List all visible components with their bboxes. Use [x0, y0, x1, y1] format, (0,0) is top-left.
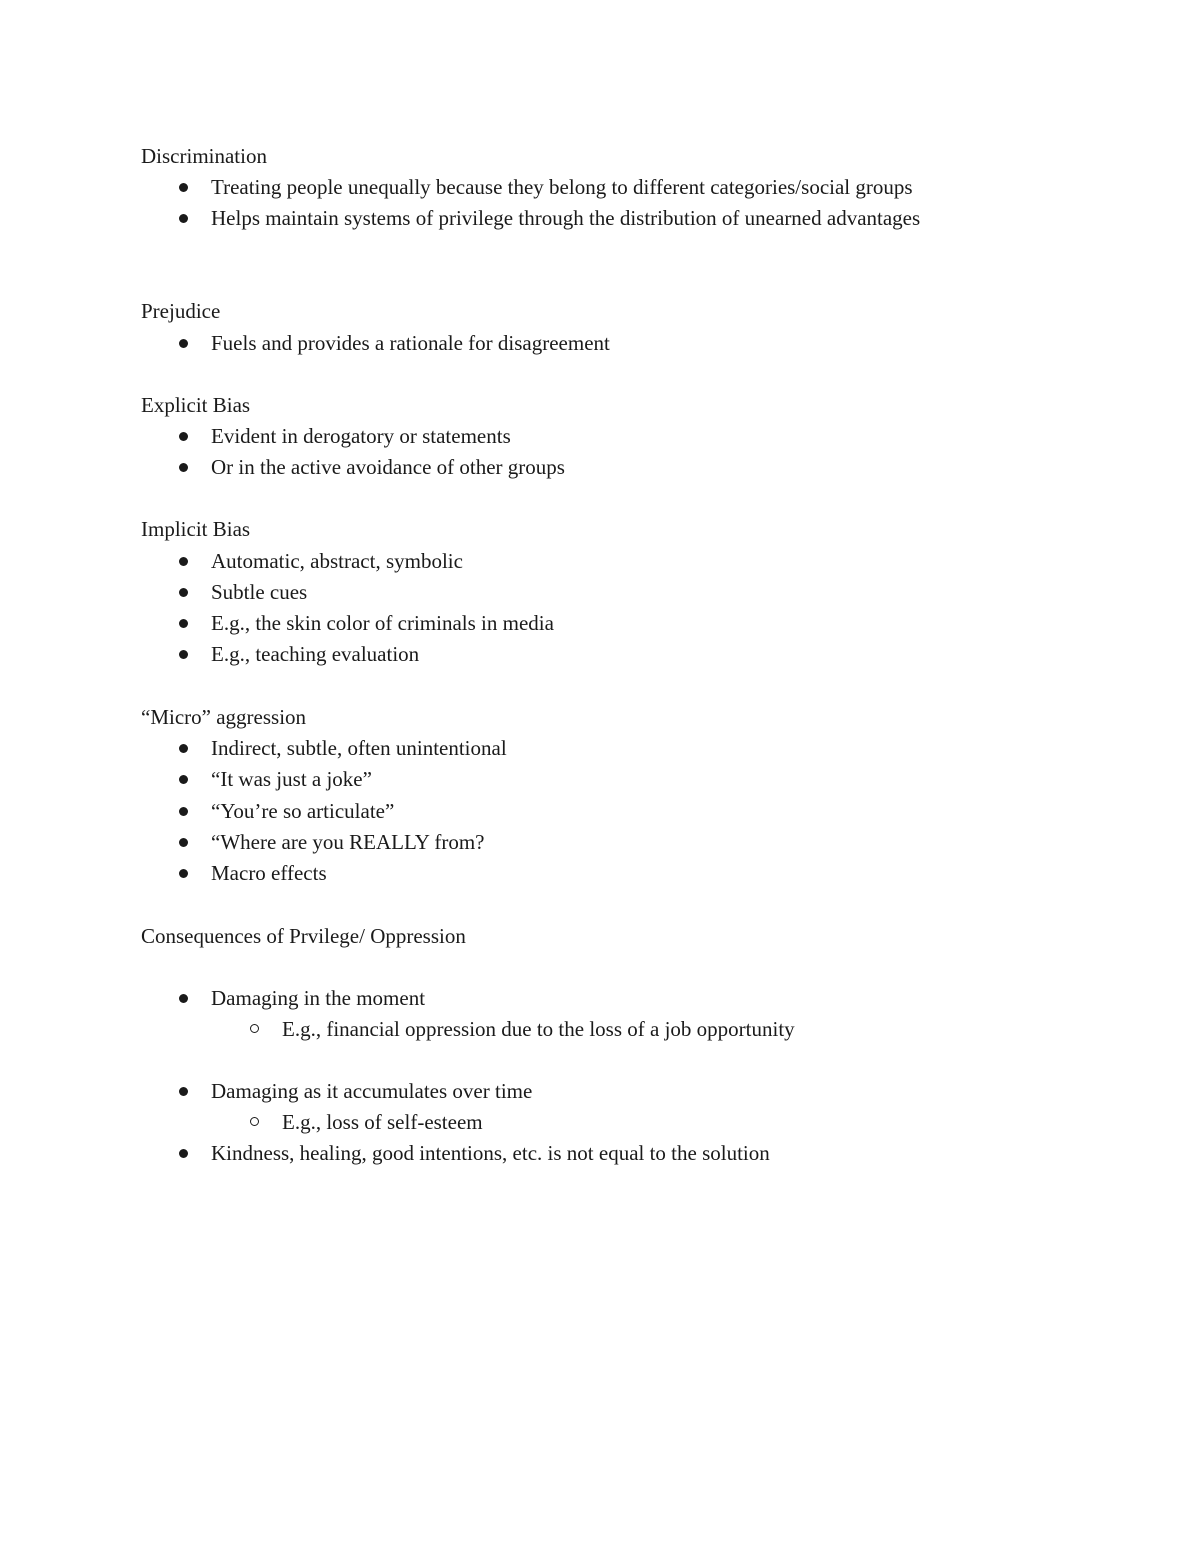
bullet-icon — [179, 838, 188, 847]
list-item: Treating people unequally because they belong to different categories/social groups — [211, 175, 913, 199]
list-item: Damaging as it accumulates over time — [211, 1079, 533, 1103]
list-item: Subtle cues — [211, 580, 308, 604]
list-item: Automatic, abstract, symbolic — [211, 549, 463, 573]
list-item: Kindness, healing, good intentions, etc. is not equal to the solution — [211, 1141, 770, 1165]
list-item: Or in the active avoidance of other groups — [211, 455, 565, 479]
bullet-icon — [179, 775, 188, 784]
section-heading-discrimination: Discrimination — [141, 144, 267, 168]
list-item: Damaging in the moment — [211, 986, 426, 1010]
bullet-icon — [179, 650, 188, 659]
bullet-icon — [179, 1149, 188, 1158]
list-item: “You’re so articulate” — [211, 799, 395, 823]
list-item: E.g., teaching evaluation — [211, 642, 420, 666]
list-item: “It was just a joke” — [211, 767, 372, 791]
bullet-icon — [179, 619, 188, 628]
bullet-icon — [179, 339, 188, 348]
section-heading-micro-aggression: “Micro” aggression — [141, 705, 307, 729]
bullet-icon — [179, 588, 188, 597]
bullet-icon — [179, 463, 188, 472]
sub-list-item: E.g., financial oppression due to the loss of a job opportunity — [282, 1017, 795, 1041]
bullet-icon — [179, 994, 188, 1003]
sub-bullet-icon — [250, 1024, 259, 1033]
bullet-icon — [179, 183, 188, 192]
bullet-icon — [179, 557, 188, 566]
list-item: “Where are you REALLY from? — [211, 830, 485, 854]
section-heading-consequences: Consequences of Prvilege/ Oppression — [141, 924, 466, 948]
list-item: Macro effects — [211, 861, 327, 885]
bullet-icon — [179, 1087, 188, 1096]
list-item: Fuels and provides a rationale for disagreement — [211, 331, 610, 355]
list-item: E.g., the skin color of criminals in media — [211, 611, 554, 635]
bullet-icon — [179, 807, 188, 816]
list-item: Helps maintain systems of privilege through the distribution of unearned advantages — [211, 206, 921, 230]
section-heading-implicit-bias: Implicit Bias — [141, 517, 251, 541]
bullet-icon — [179, 214, 188, 223]
list-item: Indirect, subtle, often unintentional — [211, 736, 507, 760]
bullet-icon — [179, 744, 188, 753]
section-heading-prejudice: Prejudice — [141, 299, 221, 323]
sub-list-item: E.g., loss of self-esteem — [282, 1110, 483, 1134]
sub-bullet-icon — [250, 1117, 259, 1126]
bullet-icon — [179, 869, 188, 878]
list-item: Evident in derogatory or statements — [211, 424, 511, 448]
section-heading-explicit-bias: Explicit Bias — [141, 393, 251, 417]
bullet-icon — [179, 432, 188, 441]
